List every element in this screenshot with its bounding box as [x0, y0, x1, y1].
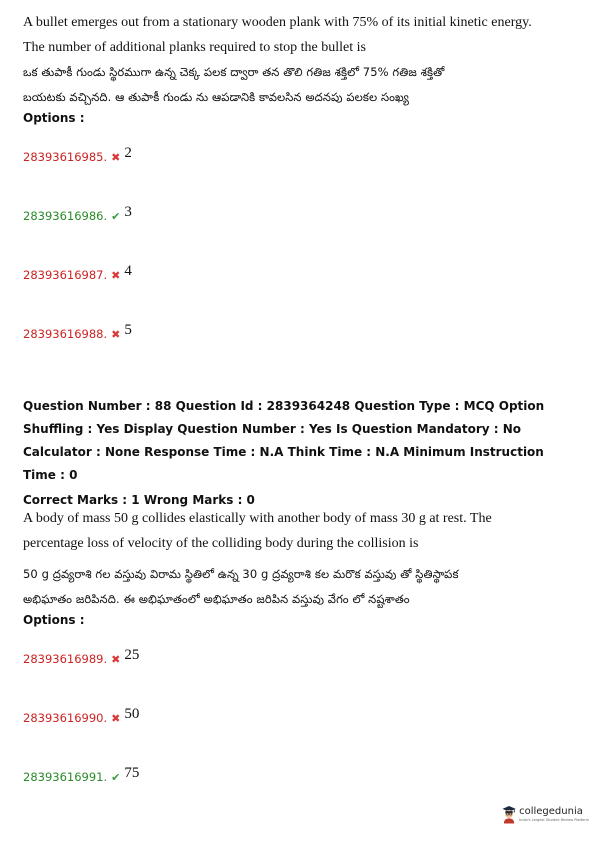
- graduate-mascot-icon: [501, 801, 517, 827]
- options-label: Options :: [23, 613, 85, 627]
- cross-icon: ✖: [111, 328, 121, 341]
- option-row: [23, 143, 583, 202]
- cross-icon: ✖: [111, 712, 121, 725]
- option-id: 28393616990.: [23, 711, 108, 725]
- option-id: 28393616991.: [23, 770, 108, 784]
- cross-icon: ✖: [111, 269, 121, 282]
- option-value: 5: [124, 322, 132, 338]
- collegedunia-logo: [501, 800, 589, 828]
- check-icon: ✔: [111, 210, 121, 223]
- cross-icon: ✖: [111, 151, 121, 164]
- logo-name: collegedunia: [519, 805, 583, 817]
- question-telugu-line: బయటకు వచ్చినది. ఆ తుపాకీ గుండు ను ఆపడానికి కావలసిన అదనపు పలకల సంఖ్య: [23, 90, 409, 104]
- options-label: Options :: [23, 111, 85, 125]
- exam-page: [23, 14, 583, 822]
- marks-info: Correct Marks : 1 Wrong Marks : 0: [23, 493, 255, 507]
- option-id: 28393616985.: [23, 150, 108, 164]
- option-row: [23, 763, 583, 822]
- logo-tagline: India's Largest Student Review Platform: [519, 817, 589, 822]
- question-telugu-line: ఒక తుపాకీ గుండు స్థిరముగా ఉన్న చెక్క పలక ద్వారా తన తొలి గతిజ శక్తిలో 75% గతిజ శక్తితో: [23, 65, 445, 79]
- logo-text: [519, 806, 589, 823]
- question-text-line: The number of additional planks required to stop the bullet is: [23, 40, 366, 55]
- check-icon: ✔: [111, 771, 121, 784]
- question-text-line: A body of mass 50 g collides elastically with another body of mass 30 g at rest. The: [23, 511, 492, 526]
- option-id: 28393616988.: [23, 327, 108, 341]
- option-row: [23, 320, 583, 379]
- option-list: [23, 143, 583, 379]
- option-id: 28393616987.: [23, 268, 108, 282]
- option-row: [23, 202, 583, 261]
- option-value: 50: [124, 706, 140, 722]
- question-87: [23, 14, 583, 379]
- option-row: [23, 261, 583, 320]
- question-meta: Question Number : 88 Question Id : 2839364248 Question Type : MCQ Option Shuffling : Yes Display Question Number : Yes Is Question Mandatory : No Calculator : None Response Time : N.A Think Time : N.A Minimum Instruction Time : 0: [23, 399, 545, 482]
- option-row: [23, 645, 583, 704]
- option-value: 3: [124, 204, 132, 220]
- option-list: [23, 645, 583, 822]
- question-text-line: percentage loss of velocity of the colliding body during the collision is: [23, 536, 419, 551]
- option-value: 4: [124, 263, 132, 279]
- question-text-line: A bullet emerges out from a stationary wooden plank with 75% of its initial kinetic energy.: [23, 15, 532, 30]
- option-value: 25: [124, 647, 140, 663]
- option-id: 28393616989.: [23, 652, 108, 666]
- option-row: [23, 704, 583, 763]
- question-88: [23, 395, 583, 822]
- option-value: 75: [124, 765, 140, 781]
- option-id: 28393616986.: [23, 209, 108, 223]
- question-telugu-line: 50 g ద్రవ్యరాశి గల వస్తువు విరామ స్థితిలో ఉన్న 30 g ద్రవ్యరాశి కల మరొక వస్తువు తో స్థితిస్థాపక: [23, 567, 459, 581]
- question-telugu-line: అభిఘాతం జరిపినది. ఈ అభిఘాతంలో అభిఘాతం జరిపిన వస్తువు వేగం లో నష్టశాతం: [23, 592, 410, 606]
- option-value: 2: [124, 145, 132, 161]
- cross-icon: ✖: [111, 653, 121, 666]
